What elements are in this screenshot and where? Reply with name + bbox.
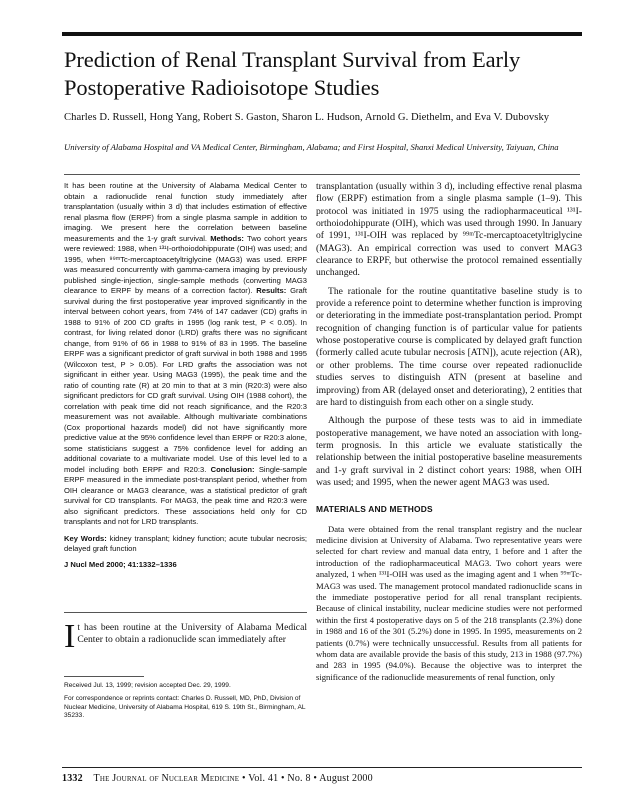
methods-paragraph: Data were obtained from the renal transplant registry and the nuclear medicine division at University of Alabama. Two representative years were selected for chart review and manual data entry, 1 before and 1 after the introduction of the radiopharmaceutical MAG3. Two cohort years were analyzed, 1 when ¹³¹I-OIH was used as the imaging agent and 1 when ⁹⁹ᵐTc-MAG3 was used. The management protocol mandated radionuclide scans in the immediate postoperative period for all renal transplant recipients. Because of clinical instability, nuclear medicine studies were not performed within the first 4 postoperative days on 5 of the 218 transplants (2.3%) done in 1988 and 16 of the 301 (5.2%) done in 1995. In 1995, measurements on 2 patients (0.7%) were technically unsuccessful. Results from all patients for whom data are available provide the basis of this study, 213 in 1988 (97.7%) and 283 in 1995 (94.0%). Because the objective was to interpret the significance of the radionuclide measurements of renal function, only xyxy=(316,523,582,682)
top-rule xyxy=(62,32,582,36)
body-paragraph-3: Although the purpose of these tests was to aid in immediate postoperative management, we have noted an association with long-term prognosis. In this article we evaluate statistically the relationship between the initial postoperative baseline measurements and 1-y graft survival in 2 distinct cohort years: 1988, when OIH was used; and 1995, when the newer agent MAG3 was used. xyxy=(316,415,582,488)
body-paragraph-2: The rationale for the routine quantitative baseline study is to provide a reference point to determine whether function is improving or deteriorating in the immediate post-transplantation period. Prompt recognition of changing function is of particular value for patients whose postoperative course is complicated by delayed graft function (formerly called acute tubular necrosis [ATN]), acute rejection (AR), or other problems. The time course over repeated radionuclide studies serves to distinguish ATN (present at baseline and improving) from AR (delayed onset and deteriorating), 2 entities that are hard to distinguish from each other on a single study. xyxy=(316,285,582,408)
header-divider xyxy=(64,174,580,175)
methods-label: Methods: xyxy=(210,233,244,243)
section-heading-methods: MATERIALS AND METHODS xyxy=(316,504,433,515)
journal-name: The Journal of Nuclear Medicine xyxy=(93,773,240,784)
title-line-1: Prediction of Renal Transplant Survival from Early xyxy=(64,47,521,72)
article-title xyxy=(64,46,584,102)
title-line-2: Postoperative Radioisotope Studies xyxy=(64,75,380,100)
abstract-methods: Two cohort years were reviewed: 1988, when ¹³¹I-orthoiodohippurate (OIH) was used; and 1995, when ⁹⁹ᵐTc-mercaptoacetyltriglycine (MAG3) was used. ERPF was measured concurrently with gamma-camera imaging by previously published single-injection, single-sample methods (converting MAG3 clearance to ERPF by means of a correction factor). xyxy=(64,233,307,295)
footer-rule xyxy=(62,767,582,768)
abstract-results: Graft survival during the first postoperative year improved significantly in the interval between cohort years, from 74% of 147 cadaver (CD) grafts in 1988 to 91% of 200 CD grafts in 1995 (log rank test, P < 0.05). In contrast, for living related donor (LRD) grafts there was no significant change, from 91% of 66 in 1988 to 91% of 83 in 1995. The baseline ERPF was a significant predictor of graft survival in both 1988 and 1995 (Wilcoxon test, P > 0.05). For LRD grafts the association was not significant in either year. Using MAG3 (1995), the peak time and the ratio of counting rate (R) at 20 min to that at 3 min (R20:3) were also significant predictors for CD graft survival. Using OIH (1988 cohort), the correlation with peak time did not reach significance, and the R20:3 measurement was not available. Although multivariate combinations (Cox proportional hazards model) did not have significantly more predictive value at the 95% confidence level than ERPF or R20:3 alone, some statisticians suggest a 75% confidence level for adding an additional covariate to a multivariate model. Use of this level led to a model including both ERPF and R20:3. xyxy=(64,286,307,474)
footer-separator: • xyxy=(241,773,249,784)
journal-citation: J Nucl Med 2000; 41:1332–1336 xyxy=(64,559,177,569)
abstract-divider xyxy=(64,612,307,613)
keywords xyxy=(64,534,307,555)
keywords-label: Key Words: xyxy=(64,533,107,543)
intro-paragraph xyxy=(64,618,307,655)
results-label: Results: xyxy=(256,286,287,295)
right-column xyxy=(316,181,582,683)
footnote-rule xyxy=(64,676,144,677)
affiliation: University of Alabama Hospital and VA Medical Center, Birmingham, Alabama; and First Hospital, Shanxi Medical University, Taiyuan, China xyxy=(64,142,559,152)
abstract xyxy=(64,181,307,570)
keywords-text: kidney transplant; kidney function; acute tubular necrosis; delayed graft function xyxy=(64,533,307,553)
footnote-correspondence: For correspondence or reprints contact: Charles D. Russell, MD, PhD, Division of Nuclear Medicine, University of Alabama Hospital, 619 S. 19th St., Birmingham, AL 35233. xyxy=(64,694,306,720)
body-paragraph-1: transplantation (usually within 3 d), including effective renal plasma flow (ERPF) estimation from a single plasma sample (1–9). This protocol was initiated in 1975 using the radiopharmaceutical ¹³¹I-orthoiodohippurate (OIH), which was used through 1990. In January of 1991, ¹³¹I-OIH was replaced by ⁹⁹ᵐTc-mercaptoacetyltriglycine (MAG3). An empirical correction was used to convert MAG3 clearance to ERPF, but otherwise the protocol remained essentially unchanged. xyxy=(316,181,582,279)
footnotes xyxy=(64,682,307,721)
issue-info: Vol. 41 • No. 8 • August 2000 xyxy=(248,773,373,784)
abstract-body xyxy=(64,181,307,528)
page-number: 1332 xyxy=(62,773,83,784)
abstract-conclusion: Single-sample ERPF measured in the immediate post-transplant period, whether from OIH clearance or MAG3 clearance, was a statistical predictor of graft survival for CD transplants. For MAG3, the peak time and R20:3 were also significant predictors. These associations held only for CD transplants and not for LRD transplants. xyxy=(64,464,307,526)
author-list: Charles D. Russell, Hong Yang, Robert S. Gaston, Sharon L. Hudson, Arnold G. Diethelm, and Eva V. Dubovsky xyxy=(64,112,550,123)
page-footer xyxy=(62,773,582,784)
conclusion-label: Conclusion: xyxy=(210,464,255,474)
abstract-intro: It has been routine at the University of Alabama Medical Center to obtain a radionuclide renal function study immediately after transplantation (usually within 3 d) that includes estimation of effective renal plasma flow (ERPF) from a single plasma sample in addition to imaging. We present here the correlation between baseline measurements and the 1-y graft survival. xyxy=(64,181,307,243)
drop-cap: I xyxy=(64,618,76,655)
footnote-received: Received Jul. 13, 1999; revision accepted Dec. 29, 1999. xyxy=(64,682,231,689)
intro-text: t has been routine at the University of Alabama Medical Center to obtain a radionuclide scan immediately after xyxy=(77,622,307,646)
